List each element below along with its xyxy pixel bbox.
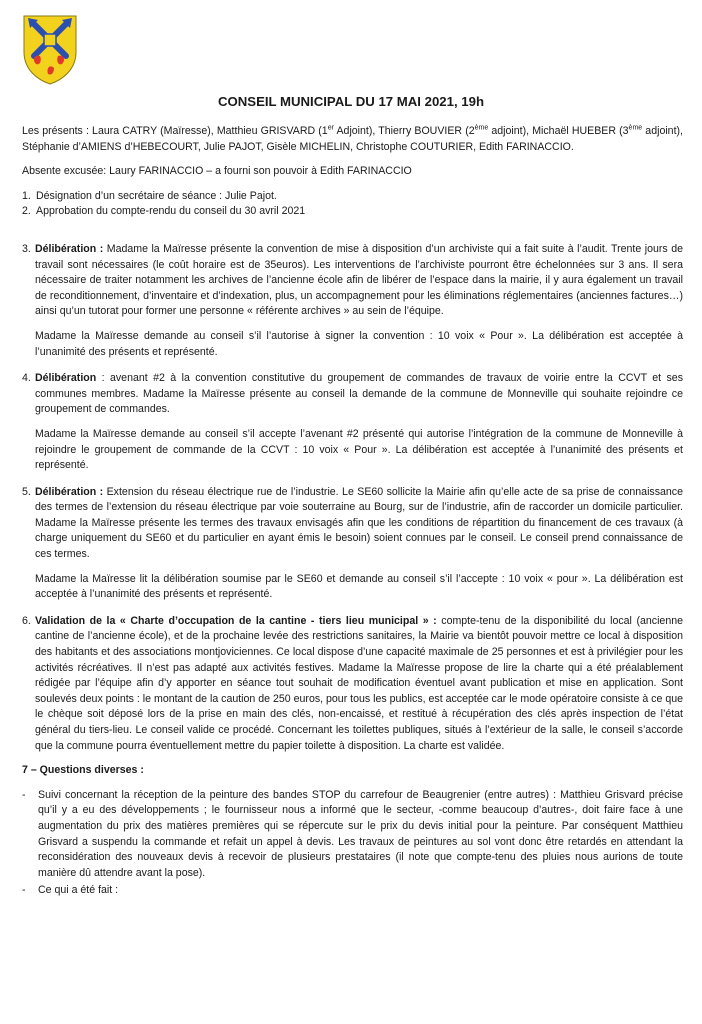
section-heading-questions: 7 – Questions diverses : — [22, 764, 144, 777]
agenda-item-4: 4. Délibération : avenant #2 à la convention constitutive du groupement de commandes de travaux de voirie entre la CCVT et ses communes membres. Madame la Maïresse présente au conseil la demande de la commune de Monneville qui souhaite rejoindre ce groupement de commandes. Madame la Maïresse demande au conseil s’il accepte l’avenant #2 présenté qui autorise l’intégration de la commune de Monneville à rejoindre le groupement de commande de la CCVT : 10 voix « Pour ». La délibération est acceptée à l’unanimité des présents et représenté. — [22, 372, 683, 472]
item-lead: Validation de la « Charte d’occupation de la cantine - tiers lieu municipal » : — [35, 614, 437, 627]
agenda-item-5: 5. Délibération : Extension du réseau électrique rue de l’industrie. Le SE60 sollicite la Mairie afin qu’elle acte de sa prise de connaissance des termes de l’extension du réseau électrique par voie souterraine au Bourg, sur de l’industrie, afin de raccorder un domicile particulier. Madame la Maïresse présente les termes des travaux envisagés afin que les conditions de répartition du financement de ces travaux (à charge uniquement du SE60 et du particulier en ayant émis le besoin) soient connues par le conseil. Le conseil prend connaissance de ces termes. Madame la Maïresse lit la délibération soumise par le SE60 et demande au conseil s’il l’accepte : 10 voix « pour ». La délibération est acceptée à l’unanimité des présents et représenté. — [22, 485, 683, 601]
list-item: - Ce qui a été fait : — [22, 884, 119, 897]
attendees-paragraph: Les présents : Laura CATRY (Maïresse), Matthieu GRISVARD (1er Adjoint), Thierry BOUVIER (2ème adjoint), Michaël HUEBER (3ème adjoint), Stéphanie d’AMIENS d’HEBECOURT, Julie PAJOT, Gisèle MICHELIN, Christophe COUTURIER, Edith FARINACCIO. — [22, 124, 683, 153]
agenda-item-3: 3. Délibération : Madame la Maïresse présente la convention de mise à disposition d’un archiviste qui a fait suite à l’audit. Trente jours de travail sont nécessaires (le coût horaire est de 35euros). Les interventions de l’archiviste pourront être échelonnées sur 3 ans. Il sera nécessaire de traiter notamment les archives de l’ancienne école afin de libérer de l’espace dans la mairie, il y aura également un travail de reconditionnement, d’inventaire et d’indexation, plus, un accompagnement pour les éliminations réglementaires (anciennes factures…) ainsi qu’un tutorat pour former une personne « référente archives » au sein de l’équipe. Madame la Maïresse demande au conseil s’il l’autorise à signer la convention : 10 voix « Pour ». La délibération est acceptée à l’unanimité des présents et représenté. — [22, 242, 683, 358]
item-lead: Délibération : — [35, 242, 104, 255]
page-title: CONSEIL MUNICIPAL DU 17 MAI 2021, 19h — [217, 94, 484, 109]
item-lead: Délibération : — [35, 485, 104, 498]
municipal-crest-logo — [22, 14, 78, 86]
list-item: 1. Désignation d’un secrétaire de séance : Julie Pajot. — [22, 189, 277, 202]
list-item: - Suivi concernant la réception de la peinture des bandes STOP du carrefour de Beaugrenier (entre autres) : Matthieu Grisvard précise qu’il y a eu des développements ; le fournisseur nous a informé que le secteur, -comme beaucoup d’autres-, doit faire face à une augmentation du prix des matières premières qui se répercute sur le prix du devis initial pour la peinture. Par conséquent Matthieu Grisvard a suspendu la commande et refait un appel à devis. Les travaux de peintures au sol vont donc être retardés en attendant la reconsidération des nouveaux devis à recevoir de plusieurs prestataires (il note que compte-tenu des pluies nous aurions de toute manière dû attendre avant la pose). — [22, 788, 683, 879]
item-lead: Délibération — [35, 372, 97, 385]
agenda-list — [22, 189, 683, 220]
excused-absence: Absente excusée: Laury FARINACCIO – a fourni son pouvoir à Edith FARINACCIO — [22, 165, 412, 178]
minutes-body — [22, 124, 683, 899]
agenda-item-6: 6. Validation de la « Charte d’occupation de la cantine - tiers lieu municipal » : compte-tenu de la disponibilité du local (ancienne cantine de l’ancienne école), et de la prochaine levée des restrictions sanitaires, la Mairie va bientôt pouvoir mettre ce local à disposition des habitants et des associations montjoviciennes. Ce local dispose d’une capacité maximale de 25 personnes et est à privilégier pour les activités récréatives. Il n’est pas adapté aux activités festives. Madame la Maïresse propose de lire la charte qui a été préalablement rédigée par l’équipe afin d’y apporter en séance tout souhait de modification éventuel avant publication et mise en application. Sont soulevés deux points : le montant de la caution de 250 euros, pour tous les publics, est acceptée car le mode opératoire consiste à ce que le chèque soit déposé lors de la prise en main des clés, non-encaissé, et restitué à récupération des clés après inspection de l’état général du tiers-lieu. Le conseil valide ce procédé. Concernant les toilettes publiques, situés à l’extérieur de la salle, le conseil s’accorde que la commune pourra éventuellement mettre du papier toilette à disposition. La charte est validée. — [22, 614, 683, 752]
list-item: 2. Approbation du compte-rendu du conseil du 30 avril 2021 — [22, 205, 306, 218]
